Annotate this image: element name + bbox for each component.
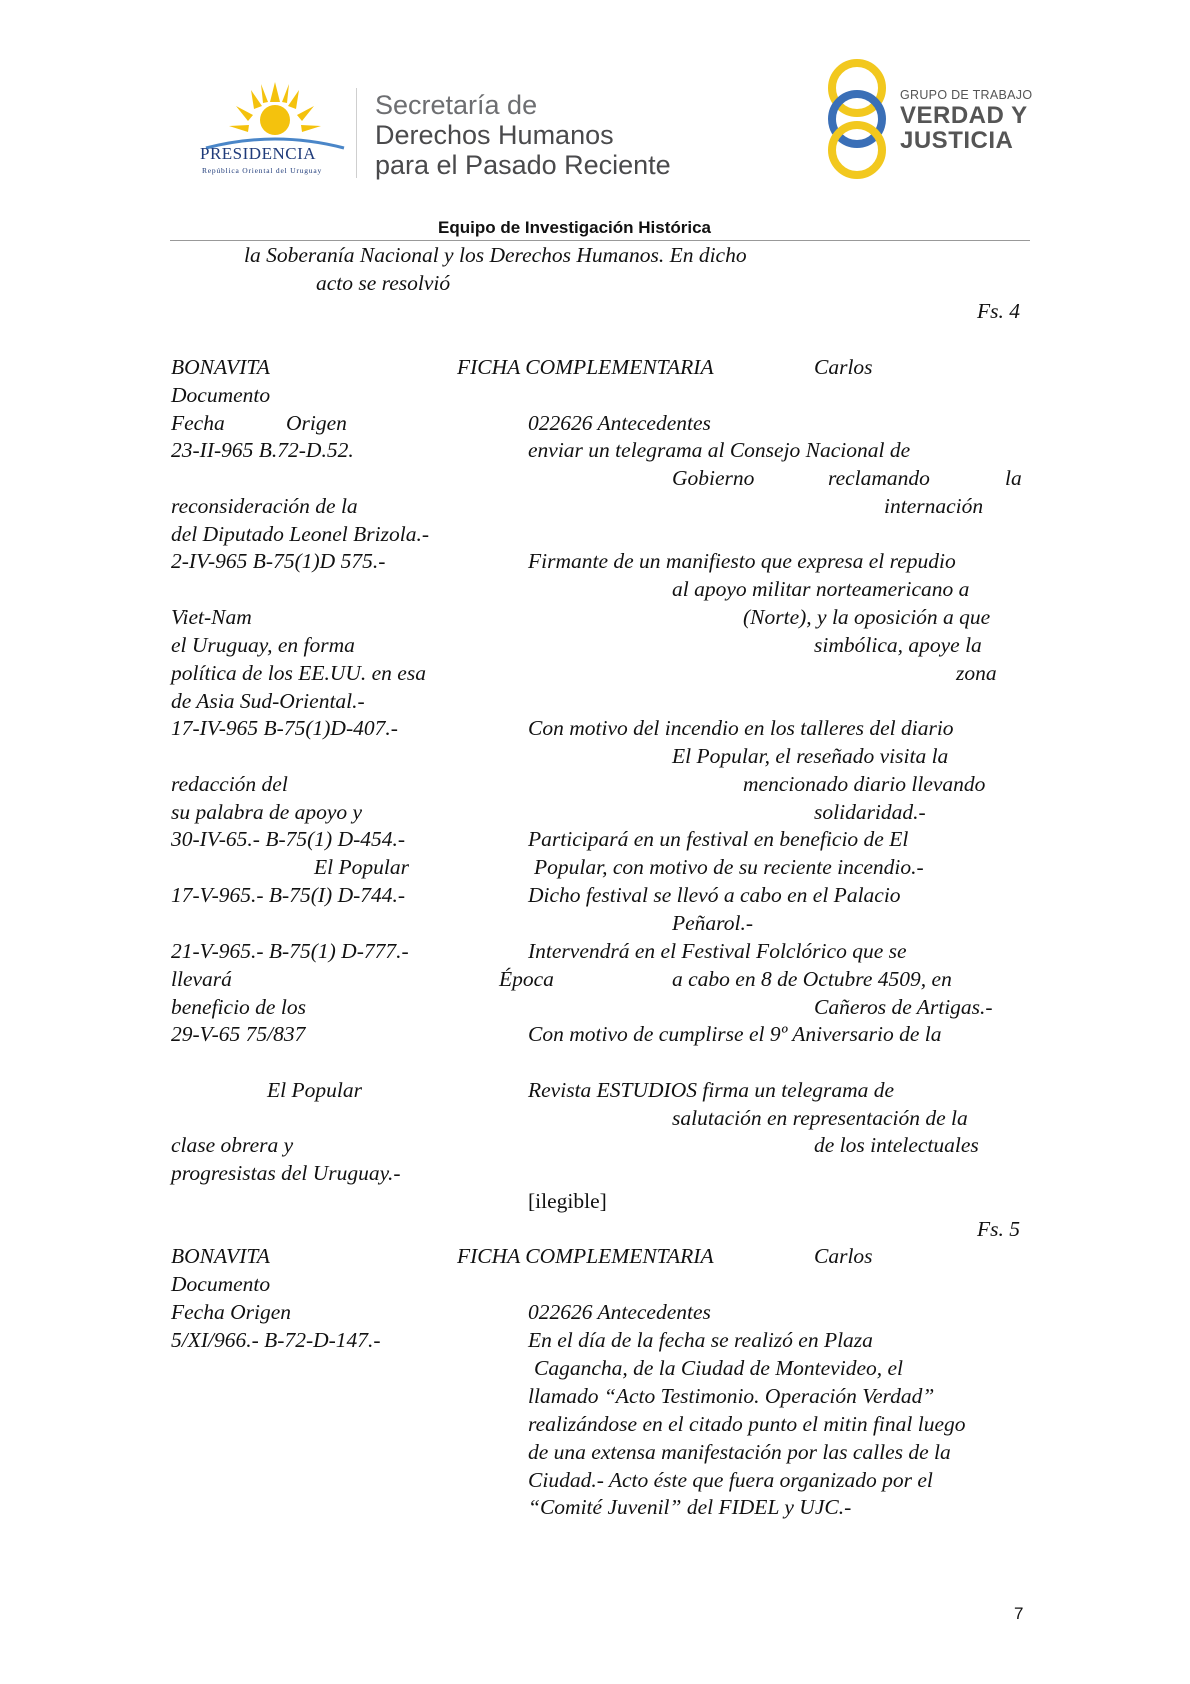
- entry-text: internación: [884, 494, 984, 518]
- entry-text: simbólica, apoye la: [814, 633, 982, 657]
- entry-date: 29-V-65 75/837: [171, 1022, 306, 1046]
- entry-text: de Asia Sud-Oriental.-: [171, 689, 365, 713]
- entry-text: política de los EE.UU. en esa: [171, 661, 426, 685]
- team-heading: Equipo de Investigación Histórica: [438, 218, 711, 237]
- entry-text: Cañeros de Artigas.-: [814, 995, 993, 1019]
- entry-text: la: [1005, 466, 1022, 490]
- entry-text: Con motivo de cumplirse el 9º Aniversario de la: [528, 1022, 942, 1046]
- ficha-name: Carlos: [814, 355, 873, 379]
- entry-text: Ciudad.- Acto éste que fuera organizado por el: [528, 1468, 933, 1492]
- entry-text: El Popular: [314, 855, 409, 879]
- entry-date: 17-IV-965 B-75(1)D-407.-: [171, 716, 398, 740]
- entry-text: Popular, con motivo de su reciente incendio.-: [534, 855, 924, 879]
- entry-text: El Popular: [267, 1078, 362, 1102]
- entry-text: mencionado diario llevando: [743, 772, 986, 796]
- entry-text: a cabo en 8 de Octubre 4509, en: [672, 967, 952, 991]
- entry-text: zona: [956, 661, 997, 685]
- entry-text: de una extensa manifestación por las calles de la: [528, 1440, 951, 1464]
- entry-text: del Diputado Leonel Brizola.-: [171, 522, 429, 546]
- ficha-documento: Documento: [171, 1272, 271, 1296]
- secretaria-line-3: para el Pasado Reciente: [375, 150, 671, 180]
- entry-text: enviar un telegrama al Consejo Nacional de: [528, 438, 911, 462]
- entry-text: Gobierno: [672, 466, 755, 490]
- secretaria-line-2: Derechos Humanos: [375, 120, 614, 150]
- entry-text: su palabra de apoyo y: [171, 800, 363, 824]
- entry-date: 21-V-965.- B-75(1) D-777.-: [171, 939, 409, 963]
- presidencia-logo: [196, 80, 354, 176]
- entry-text: Revista ESTUDIOS firma un telegrama de: [528, 1078, 895, 1102]
- entry-text: El Popular, el reseñado visita la: [672, 744, 949, 768]
- entry-text: Viet-Nam: [171, 605, 252, 629]
- entry-text: Firmante de un manifiesto que expresa el repudio: [528, 549, 956, 573]
- ficha-surname: BONAVITA: [171, 1244, 270, 1268]
- entry-text: redacción del: [171, 772, 288, 796]
- entry-text: Época: [499, 967, 554, 991]
- intro-line-1: la Soberanía Nacional y los Derechos Humanos. En dicho: [244, 243, 747, 267]
- entry-text: Participará en un festival en beneficio de El: [528, 827, 909, 851]
- ficha-antecedentes: 022626 Antecedentes: [528, 1300, 711, 1324]
- ficha-fecha: Fecha: [171, 411, 225, 435]
- entry-text: de los intelectuales: [814, 1133, 979, 1157]
- intro-line-2: acto se resolvió: [316, 271, 451, 295]
- entry-text: salutación en representación de la: [672, 1106, 968, 1130]
- page-number: 7: [1014, 1604, 1024, 1623]
- entry-date: 2-IV-965 B-75(1)D 575.-: [171, 549, 386, 573]
- grupo-line-1: GRUPO DE TRABAJO: [900, 88, 1033, 102]
- entry-text: “Comité Juvenil” del FIDEL y UJC.-: [528, 1495, 852, 1519]
- entry-date: 23-II-965 B.72-D.52.: [171, 438, 354, 462]
- entry-date: 30-IV-65.- B-75(1) D-454.-: [171, 827, 406, 851]
- secretaria-line-1: Secretaría de: [375, 90, 538, 120]
- entry-text: Peñarol.-: [672, 911, 754, 935]
- grupo-line-2: VERDAD Y: [900, 102, 1028, 129]
- entry-text: reclamando: [828, 466, 930, 490]
- ficha-origen: Origen: [286, 411, 347, 435]
- entry-text: clase obrera y: [171, 1133, 294, 1157]
- rings-icon: [824, 58, 890, 180]
- folio-5: Fs. 5: [977, 1217, 1020, 1241]
- entry-date: 17-V-965.- B-75(I) D-744.-: [171, 883, 406, 907]
- ficha-name: Carlos: [814, 1244, 873, 1268]
- entry-text: beneficio de los: [171, 995, 306, 1019]
- entry-text: llevará: [171, 967, 232, 991]
- sun-icon: [196, 80, 354, 150]
- presidencia-subtitle: República Oriental del Uruguay: [202, 166, 323, 175]
- grupo-line-3: JUSTICIA: [900, 127, 1014, 154]
- grupo-trabajo-logo: [824, 58, 1034, 180]
- folio-4: Fs. 4: [977, 299, 1020, 323]
- entry-text: Con motivo del incendio en los talleres del diario: [528, 716, 954, 740]
- entry-text: (Norte), y la oposición a que: [743, 605, 991, 629]
- ficha-title: FICHA COMPLEMENTARIA: [457, 1244, 714, 1268]
- entry-text: al apoyo militar norteamericano a: [672, 577, 970, 601]
- header-divider: [356, 88, 357, 178]
- ficha-title: FICHA COMPLEMENTARIA: [457, 355, 714, 379]
- entry-text: Dicho festival se llevó a cabo en el Palacio: [528, 883, 901, 907]
- presidencia-label: PRESIDENCIA: [200, 144, 317, 163]
- illegible-note: [ilegible]: [528, 1189, 607, 1213]
- ficha-fecha-origen: Fecha Origen: [171, 1300, 292, 1324]
- entry-text: En el día de la fecha se realizó en Plaza: [528, 1328, 873, 1352]
- header-rule: [170, 240, 1030, 241]
- entry-text: Intervendrá en el Festival Folclórico que se: [528, 939, 907, 963]
- entry-text: realizándose en el citado punto el mitin final luego: [528, 1412, 966, 1436]
- entry-text: el Uruguay, en forma: [171, 633, 355, 657]
- entry-text: reconsideración de la: [171, 494, 358, 518]
- entry-text: Cagancha, de la Ciudad de Montevideo, el: [534, 1356, 904, 1380]
- ficha-documento: Documento: [171, 383, 271, 407]
- entry-text: progresistas del Uruguay.-: [171, 1161, 401, 1185]
- entry-text: llamado “Acto Testimonio. Operación Verdad”: [528, 1384, 935, 1408]
- ficha-surname: BONAVITA: [171, 355, 270, 379]
- secretaria-title: [375, 90, 671, 180]
- entry-date: 5/XI/966.- B-72-D-147.-: [171, 1328, 381, 1352]
- ficha-antecedentes: 022626 Antecedentes: [528, 411, 711, 435]
- entry-text: solidaridad.-: [814, 800, 926, 824]
